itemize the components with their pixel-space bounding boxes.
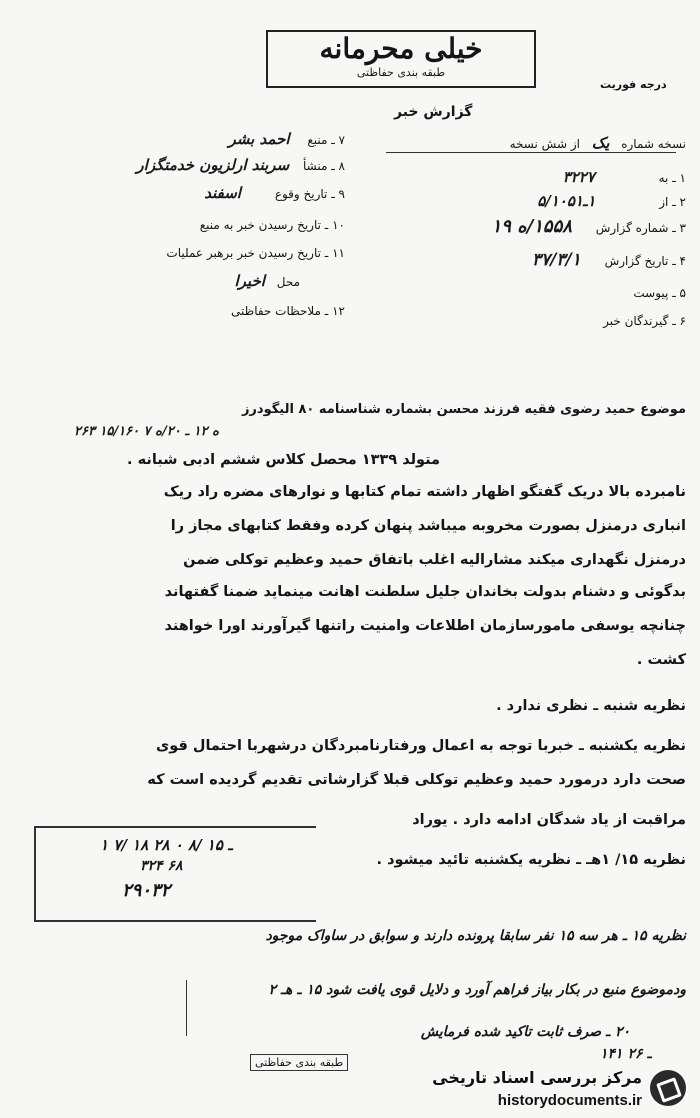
source-received-row xyxy=(200,218,345,232)
body-line-6: چنانچه یوسفی مامورسازمان اطلاعات وامنیت راتنها گیرآورند اورا خواهند xyxy=(164,618,686,634)
field-value: ۱۵۵۸/ه ۱۹ xyxy=(491,216,572,237)
field-value: ۱ـ۵/۱۰۵۱ xyxy=(537,192,596,210)
copy-number-row xyxy=(510,134,686,152)
box-note-3: ۲۹۰۳۲ xyxy=(122,880,171,901)
classification-stamp xyxy=(266,30,536,88)
watermark xyxy=(408,1064,694,1114)
field-label: ۱۱ ـ تاریخ رسیدن خبر برهبر عملیات xyxy=(166,246,345,260)
field-label: ۱۲ ـ ملاحظات حفاظتی xyxy=(231,304,345,318)
field-value: اخیرا xyxy=(234,272,265,290)
field-label: ۶ ـ گیرندگان خبر xyxy=(603,314,686,328)
body-line-3: انباری درمنزل بصورت مخروبه میباشد پنهان کرده وفقط کتابهای مجاز را xyxy=(170,518,686,534)
field-extra: از شش نسخه xyxy=(509,137,580,151)
report-number-row xyxy=(492,216,686,237)
opinion-sunday-cont: صحت دارد درمورد حمید وعظیم توکلی قبلا گزارشاتی تقدیم گردیده است که xyxy=(147,772,686,788)
security-notes-row xyxy=(231,304,345,318)
body-line-4: درمنزل نگهداری میکند مشارالیه اغلب باتفاق حمید وعظیم توکلی ضمن xyxy=(183,552,686,568)
field-value: ۳۷/۳/۱ xyxy=(531,250,581,270)
body-line-7: کشت . xyxy=(636,652,686,668)
page-number: ۱۴۱ ـ ۲۶ xyxy=(600,1046,652,1062)
body-line-1: متولد ۱۳۳۹ محصل کلاس ششم ادبی شبانه . xyxy=(127,452,440,468)
field-label: ۱۰ ـ تاریخ رسیدن خبر به منبع xyxy=(199,218,345,232)
opinion-saturday: نظریه شنبه ـ نظری ندارد . xyxy=(496,698,686,714)
recipients-row xyxy=(603,314,686,328)
report-title: گزارش خبر xyxy=(394,104,473,120)
body-line-2: نامبرده بالا دریک گفتگو اظهار داشته تمام کتابها و نوارهای مضره راد ریک xyxy=(163,484,686,500)
field-value: اسفند xyxy=(204,184,241,202)
watermark-site: historydocuments.ir xyxy=(497,1092,642,1109)
location-row xyxy=(234,272,300,290)
field-label: نسخه شماره xyxy=(621,137,686,151)
occurrence-date-row xyxy=(204,184,345,202)
field-label: ۱ ـ به xyxy=(658,171,686,185)
field-label: ۴ ـ تاریخ گزارش xyxy=(604,254,686,268)
field-label: ۹ ـ تاریخ وقوع xyxy=(274,187,345,201)
field-value: سربند ارلزیون خدمتگزار xyxy=(136,156,290,174)
subject-reference: ۲۶۳ ۱۵/ه ۱۲ ـ ۲۰/ه ۷ ۱۶۰ xyxy=(74,424,219,439)
body-line-5: بدگوئی و دشنام بدولت بخاندان جلیل سلطنت اهانت مینماید ضمنا گفتهاند xyxy=(164,584,686,600)
to-row xyxy=(563,168,686,186)
archive-logo-icon xyxy=(650,1070,686,1106)
field-label: ۷ ـ منبع xyxy=(307,133,345,147)
operations-received-row xyxy=(166,246,345,260)
handwritten-line-2: ودموضوع منبع در بکار بیاز فراهم آورد و دلایل قوی یافت شود ۱۵ ـ هـ ۲ xyxy=(268,982,686,998)
classification-sub-label: طبقه بندی حفاظتی xyxy=(356,66,446,79)
handwritten-line-3: ۲۰ ـ صرف ثابت تاکید شده فرمایش xyxy=(420,1024,630,1040)
field-label: ۲ ـ از xyxy=(659,195,686,209)
opinion-sunday-end: مراقبت از یاد شدگان ادامه دارد . یوراد xyxy=(412,812,686,828)
field-value: ۳۲۲۷ xyxy=(562,168,595,186)
subject-line: موضوع حمید رضوی فقیه فرزند محسن بشماره شناسنامه ۸۰ الیگودرز xyxy=(241,402,686,417)
opinion-sunday: نظریه یکشنبه ـ خبربا توجه به اعمال ورفتارنامبردگان درشهربا احتمال قوی xyxy=(155,738,686,754)
origin-row xyxy=(136,156,345,174)
field-label: محل xyxy=(276,275,300,289)
field-label: ۵ ـ پیوست xyxy=(633,286,686,300)
source-row xyxy=(228,130,345,148)
from-row xyxy=(537,192,686,210)
field-label: ۳ ـ شماره گزارش xyxy=(595,221,686,235)
field-value: یک xyxy=(591,134,610,152)
watermark-name: مرکز بررسی اسناد تاریخی xyxy=(432,1068,642,1087)
field-value: احمد بشر xyxy=(228,130,290,148)
box-note-1: ۱ ۷/ ۱۸ ـ ۱۵ /۸ ۰ ۲۸ xyxy=(100,836,233,854)
opinion-final: نظریه ۱۵/ ۱هـ ـ نظریه یکشنبه تائید میشود . xyxy=(376,852,686,868)
attachment-row xyxy=(633,286,686,300)
urgency-label: درجه فوریت xyxy=(600,78,667,91)
box-note-2: ۳۲۴ ۶۸ xyxy=(140,858,183,874)
classification-label: خیلی محرمانه xyxy=(319,32,483,65)
report-date-row xyxy=(532,250,686,270)
handwritten-line-1: نظریه ۱۵ ـ هر سه ۱۵ نفر سابقا پرونده دارند و سوابق در ساواک موجود xyxy=(265,928,686,944)
footer-stamp: طبقه بندی حفاظتی xyxy=(250,1054,348,1071)
field-label: ۸ ـ منشأ xyxy=(302,159,345,173)
